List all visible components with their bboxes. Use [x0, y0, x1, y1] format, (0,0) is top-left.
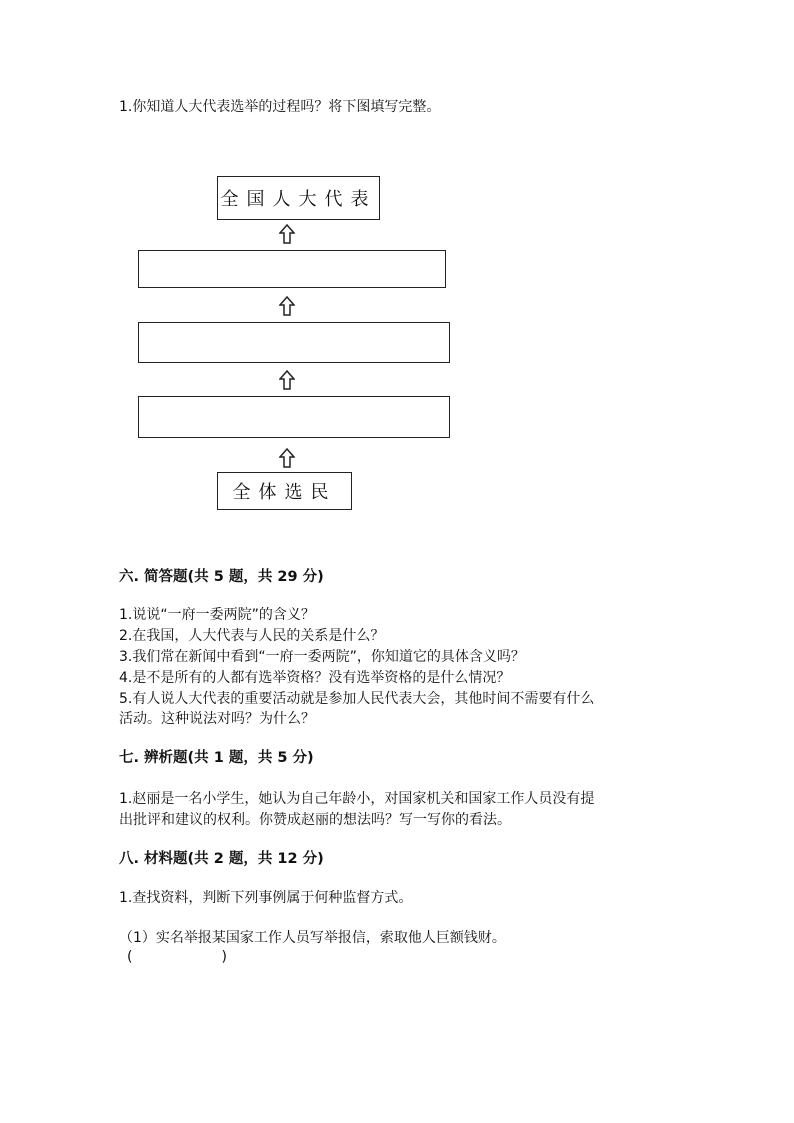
section8-q1: 1.查找资料，判断下列事例属于何种监督方式。	[119, 890, 413, 906]
section6-q5-line1: 5.有人说人大代表的重要活动就是参加人民代表大会，其他时间不需要有什么	[119, 691, 595, 707]
blank-box-level-3[interactable]	[138, 250, 446, 288]
section7-q1-line1: 1.赵丽是一名小学生，她认为自己年龄小，对国家机关和国家工作人员没有提	[119, 791, 595, 807]
section6-q1: 1.说说“一府一委两院”的含义？	[119, 607, 315, 623]
section6-q2: 2.在我国，人大代表与人民的关系是什么？	[119, 628, 385, 644]
section8-title: 八. 材料题(共 2 题，共 12 分)	[119, 851, 324, 867]
bottom-box-all-voters: 全体选民	[217, 472, 352, 510]
up-arrow-icon	[279, 296, 295, 316]
blank-box-level-2[interactable]	[138, 322, 450, 363]
section8-sub1-answer-blank[interactable]: ( )	[127, 949, 227, 965]
section7-title: 七. 辨析题(共 1 题，共 5 分)	[119, 750, 314, 766]
top-box-national-deputies: 全国人大代表	[217, 176, 380, 220]
section6-q4: 4.是不是所有的人都有选举资格？没有选举资格的是什么情况？	[119, 670, 511, 686]
section8-sub1: （1）实名举报某国家工作人员写举报信，索取他人巨额钱财。	[119, 930, 506, 946]
section6-q3: 3.我们常在新闻中看到“一府一委两院”，你知道它的具体含义吗？	[119, 649, 525, 665]
section7-q1-line2: 出批评和建议的权利。你赞成赵丽的想法吗？写一写你的看法。	[119, 812, 511, 828]
up-arrow-icon	[279, 448, 295, 468]
section6-title: 六. 简答题(共 5 题，共 29 分)	[119, 569, 324, 585]
up-arrow-icon	[279, 224, 295, 244]
question-intro: 1.你知道人大代表选举的过程吗？将下图填写完整。	[119, 99, 441, 115]
blank-box-level-1[interactable]	[138, 396, 450, 438]
up-arrow-icon	[279, 370, 295, 390]
section6-q5-line2: 活动。这种说法对吗？为什么？	[119, 711, 315, 727]
